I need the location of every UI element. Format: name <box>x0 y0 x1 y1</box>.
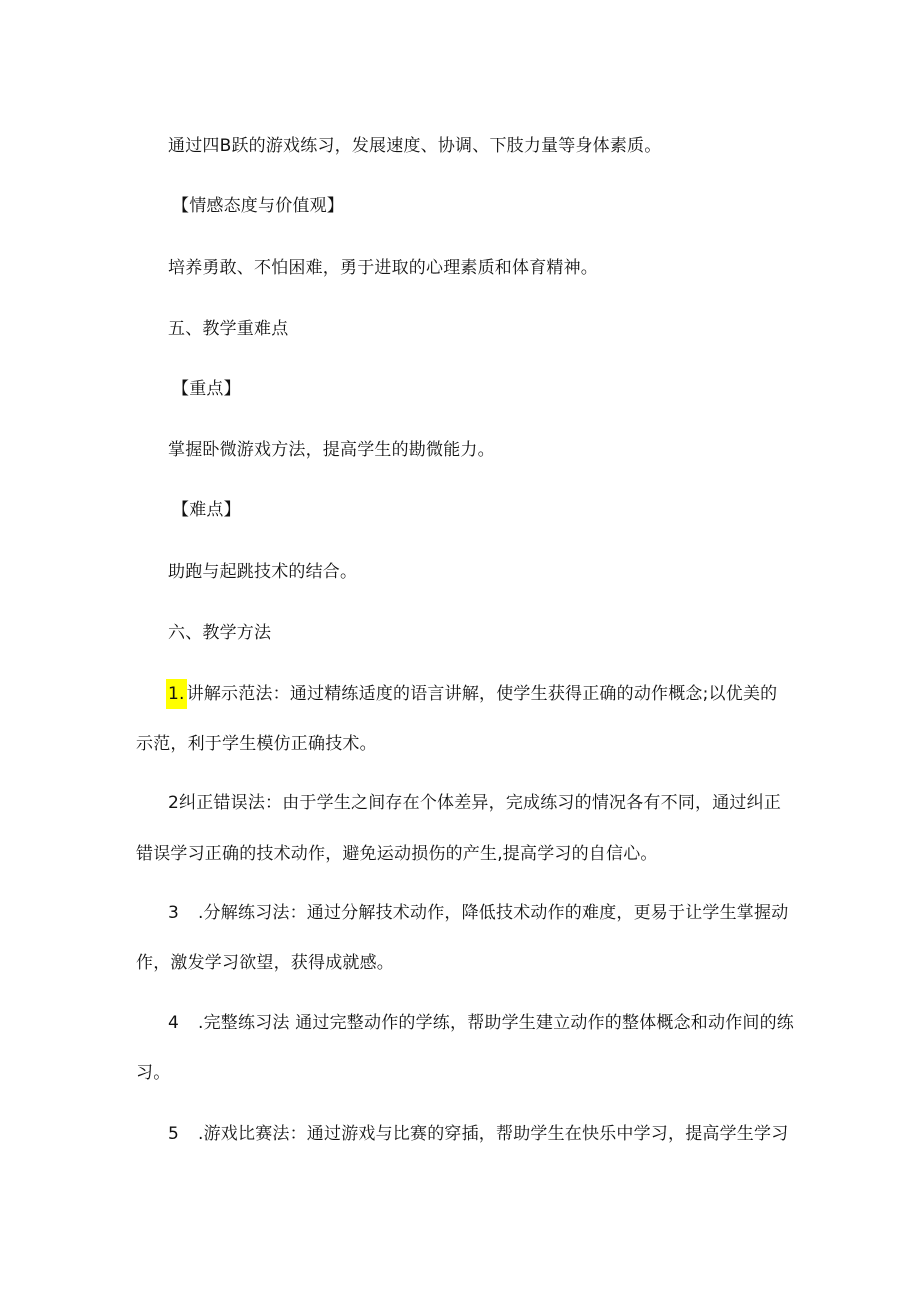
method-3-number: 3 <box>168 903 180 923</box>
method-4-line-1 <box>168 1012 794 1034</box>
heading-difficulty: 【难点】 <box>172 500 241 520</box>
method-1-line-1 <box>168 683 777 705</box>
paragraph-difficulty: 助跑与起跳技术的结合。 <box>168 562 358 582</box>
method-3-line-1 <box>168 902 788 924</box>
method-1-text: 讲解示范法：通过精练适度的语言讲解，使学生获得正确的动作概念;以优美的 <box>186 684 778 704</box>
paragraph-emotion-goal: 培养勇敢、不怕困难，勇于进取的心理素质和体育精神。 <box>168 258 598 278</box>
method-2-line-2: 错误学习正确的技术动作，避免运动损伤的产生,提高学习的自信心。 <box>136 844 658 864</box>
paragraph-key-point: 掌握卧微游戏方法，提高学生的勘微能力。 <box>168 440 495 460</box>
heading-key-point: 【重点】 <box>172 379 241 399</box>
section-heading-key-points: 五、教学重难点 <box>168 319 289 339</box>
paragraph-skills-goal: 通过四B跃的游戏练习，发展速度、协调、下肢力量等身体素质。 <box>168 136 662 156</box>
heading-emotion-values: 【情感态度与价值观】 <box>172 196 344 216</box>
section-heading-methods: 六、教学方法 <box>168 623 272 643</box>
method-2-line-1: 2纠正错误法：由于学生之间存在个体差异，完成练习的情况各有不同，通过纠正 <box>168 793 782 813</box>
method-4-text: .完整练习法 通过完整动作的学练，帮助学生建立动作的整体概念和动作间的练 <box>198 1013 795 1033</box>
method-4-number: 4 <box>168 1013 180 1033</box>
method-1-line-2: 示范，利于学生模仿正确技术。 <box>136 734 377 754</box>
method-5-line-1 <box>168 1123 788 1145</box>
method-3-line-2: 作，激发学习欲望，获得成就感。 <box>136 953 394 973</box>
method-4-line-2: 习。 <box>136 1063 171 1083</box>
highlighted-number: 1. <box>166 679 187 709</box>
method-5-number: 5 <box>168 1124 180 1144</box>
method-5-text: .游戏比赛法：通过游戏与比赛的穿插，帮助学生在快乐中学习，提高学生学习 <box>198 1124 789 1144</box>
method-3-text: .分解练习法：通过分解技术动作，降低技术动作的难度，更易于让学生掌握动 <box>198 903 789 923</box>
